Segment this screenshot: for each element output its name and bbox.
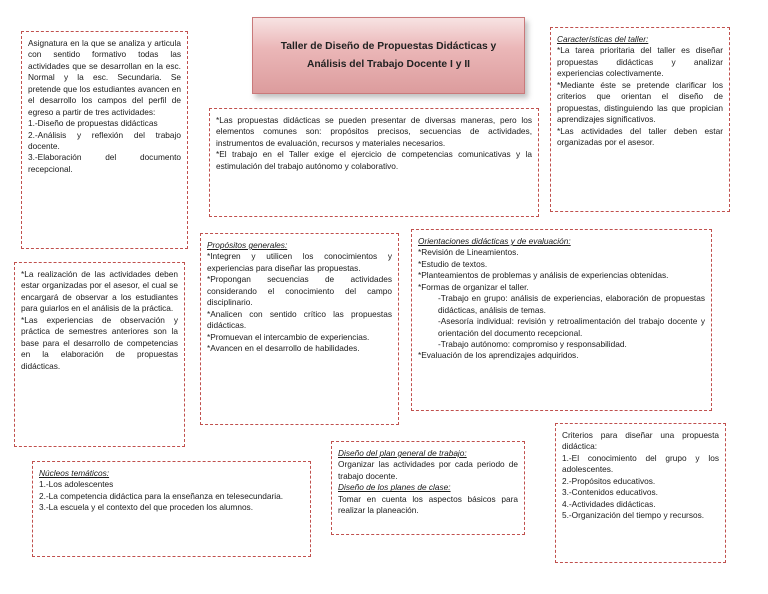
- asignatura-item: 2.-Análisis y reflexión del trabajo docente.: [28, 129, 181, 151]
- orientaciones-heading: Orientaciones didácticas y de evaluación:: [418, 236, 571, 246]
- nucleos-item: 2.-La competencia didáctica para la enseñanza en telesecundaria.: [39, 490, 283, 501]
- asignatura-box: [21, 31, 188, 249]
- orientaciones-box: [411, 229, 712, 411]
- realizacion-box: [14, 262, 185, 447]
- diseno-box: [331, 441, 525, 535]
- nucleos-item: 3.-La escuela y el contexto del que proceden los alumnos.: [39, 502, 254, 513]
- realizacion-item: *La realización de las actividades deben estar organizadas por el asesor, el cual se encargará de observar a los estudiantes para guiarlos en el análisis de la práctica.: [21, 269, 178, 314]
- nucleos-box: [32, 461, 311, 557]
- orientaciones-sub-item: -Trabajo en grupo: análisis de experiencias, elaboración de propuestas didácticas, análisis de temas.: [438, 293, 705, 315]
- propositos-box: [200, 233, 399, 425]
- criterios-item: 2.-Propósitos educativos.: [562, 475, 656, 486]
- propositos-item: *Integren y utilicen los conocimientos y experiencias para diseñar las propuestas.: [207, 251, 392, 273]
- criterios-box: [555, 423, 726, 563]
- propositos-item: *Propongan secuencias de actividades considerando el conocimiento del campo disciplinario.: [207, 274, 392, 308]
- orientaciones-item: *Revisión de Lineamientos.: [418, 247, 519, 258]
- caracteristicas-item: *Las actividades del taller deben estar organizadas por el asesor.: [557, 125, 723, 147]
- propositos-item: *Avancen en el desarrollo de habilidades.: [207, 342, 360, 353]
- orientaciones-sub-item: -Trabajo autónomo: compromiso y responsabilidad.: [438, 338, 627, 349]
- caracteristicas-box: [550, 27, 730, 212]
- propuestas-item: *El trabajo en el Taller exige el ejercicio de competencias comunicativas y la estimulación del trabajo autónomo y colaborativo.: [216, 149, 532, 171]
- diseno-heading: Diseño de los planes de clase:: [338, 482, 451, 493]
- orientaciones-item: *Formas de organizar el taller.: [418, 281, 529, 292]
- orientaciones-item: *Planteamientos de problemas y análisis de experiencias obtenidas.: [418, 270, 669, 281]
- criterios-item: 5.-Organización del tiempo y recursos.: [562, 510, 705, 521]
- diseno-heading: Diseño del plan general de trabajo:: [338, 448, 467, 458]
- asignatura-item: 1.-Diseño de propuestas didácticas: [28, 118, 158, 129]
- propuestas-item: *Las propuestas didácticas se pueden presentar de diversas maneras, pero los elementos comunes son: propósitos precisos, secuencias de actividades, instrumentos de evaluación, recursos y materiales necesarios.: [216, 115, 532, 148]
- diseno-text: Organizar las actividades por cada periodo de trabajo docente.: [338, 459, 518, 481]
- orientaciones-item: *Estudio de textos.: [418, 258, 488, 269]
- caracteristicas-item: *Mediante éste se pretende clarificar los criterios que orientan el diseño de propuestas, distinguiendo las que propician aprendizajes significativos.: [557, 79, 723, 125]
- title-box: [252, 17, 525, 94]
- diseno-text: Tomar en cuenta los aspectos básicos para realizar la planeación.: [338, 493, 518, 516]
- page-title: Taller de Diseño de Propuestas Didácticas y Análisis del Trabajo Docente I y II: [280, 41, 497, 70]
- asignatura-text: Asignatura en la que se analiza y articula con sentido formativo todas las actividades que se desarrollan en la esc. Normal y la esc. Secundaria. Se pretende que los estudiantes avancen en el desarrollo los campos del perfil de egreso a partir de tres actividades:: [28, 38, 181, 117]
- criterios-item: 4.-Actividades didácticas.: [562, 498, 656, 509]
- caracteristicas-heading: Características del taller:: [557, 34, 649, 44]
- propositos-heading: Propósitos generales:: [207, 240, 288, 250]
- criterios-text: Criterios para diseñar una propuesta didáctica:: [562, 430, 719, 452]
- propositos-item: *Analicen con sentido crítico las propuestas didácticas.: [207, 308, 392, 331]
- orientaciones-item: *Evaluación de los aprendizajes adquiridos.: [418, 350, 579, 361]
- criterios-item: 3.-Contenidos educativos.: [562, 487, 658, 498]
- criterios-item: 1.-El conocimiento del grupo y los adolescentes.: [562, 452, 719, 475]
- nucleos-heading: Núcleos temáticos:: [39, 468, 110, 478]
- nucleos-item: 1.-Los adolescentes: [39, 479, 114, 490]
- caracteristicas-item: *La tarea prioritaria del taller es diseñar propuestas didácticas y analizar experiencias colectivamente.: [557, 45, 723, 79]
- propositos-item: *Promuevan el intercambio de experiencias.: [207, 331, 370, 342]
- orientaciones-sub-item: -Asesoría individual: revisión y retroalimentación del trabajo docente y orientación del documento recepcional.: [438, 316, 705, 338]
- asignatura-item: 3.-Elaboración del documento recepcional.: [28, 152, 181, 174]
- realizacion-item: *Las experiencias de observación y práctica de semestres anteriores son la base para el desarrollo de competencias en la elaboración de propuestas didácticas.: [21, 314, 178, 371]
- propuestas-box: [209, 108, 539, 217]
